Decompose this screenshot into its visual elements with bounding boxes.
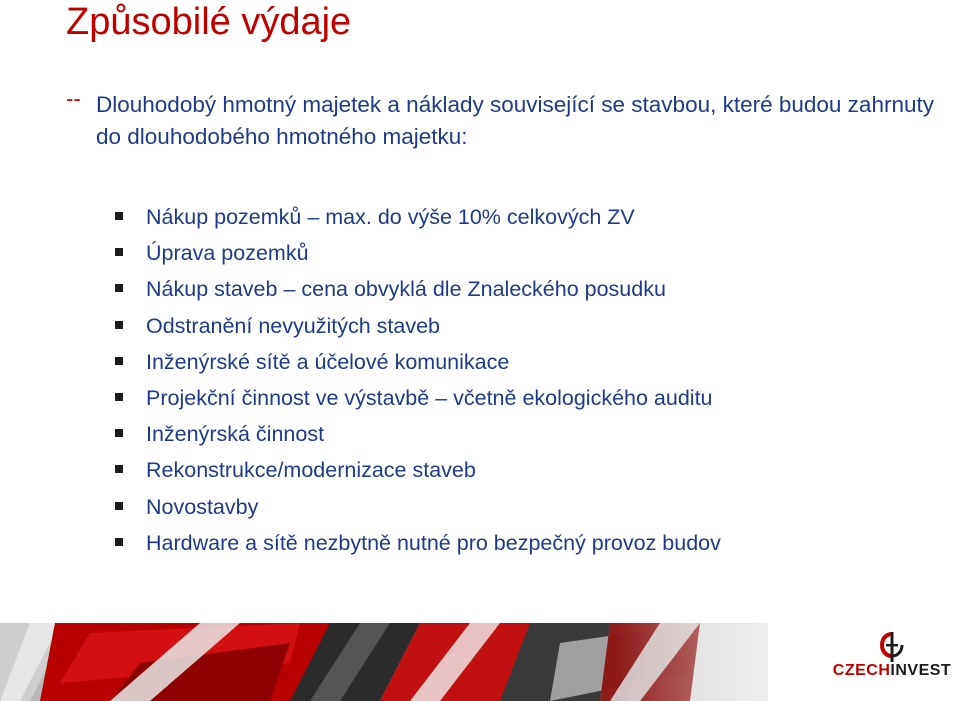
list-item: Hardware a sítě nezbytně nutné pro bezpečný provoz budov <box>112 525 721 561</box>
czechinvest-logo <box>828 632 956 694</box>
square-bullet-icon <box>115 538 123 546</box>
list-item: Inženýrské sítě a účelové komunikace <box>112 344 721 380</box>
list-item: Inženýrská činnost <box>112 416 721 452</box>
square-bullet-icon <box>115 429 123 437</box>
list-item: Odstranění nevyužitých staveb <box>112 308 721 344</box>
square-bullet-icon <box>115 502 123 510</box>
square-bullet-icon <box>115 321 123 329</box>
logo-emblem-icon <box>828 632 956 662</box>
square-bullet-icon <box>115 465 123 473</box>
list-item: Úprava pozemků <box>112 235 721 271</box>
intro-text: Dlouhodobý hmotný majetek a náklady související se stavbou, které budou zahrnuty do dlouhodobého hmotného majetku: <box>96 92 934 149</box>
expense-list <box>112 199 721 561</box>
slide-title: Způsobilé výdaje <box>66 1 352 43</box>
list-item: Nákup staveb – cena obvyklá dle Znaleckého posudku <box>112 271 721 307</box>
list-item: Rekonstrukce/modernizace staveb <box>112 452 721 488</box>
footer-banner-graphic <box>0 623 768 701</box>
list-item: Nákup pozemků – max. do výše 10% celkových ZV <box>112 199 721 235</box>
logo-wordmark: CZECHINVEST <box>832 662 952 679</box>
square-bullet-icon <box>115 212 123 220</box>
square-bullet-icon <box>115 284 123 292</box>
list-item: Novostavby <box>112 489 721 525</box>
list-item: Projekční činnost ve výstavbě – včetně ekologického auditu <box>112 380 721 416</box>
square-bullet-icon <box>115 357 123 365</box>
intro-marker: -- <box>66 86 81 111</box>
square-bullet-icon <box>115 393 123 401</box>
square-bullet-icon <box>115 248 123 256</box>
